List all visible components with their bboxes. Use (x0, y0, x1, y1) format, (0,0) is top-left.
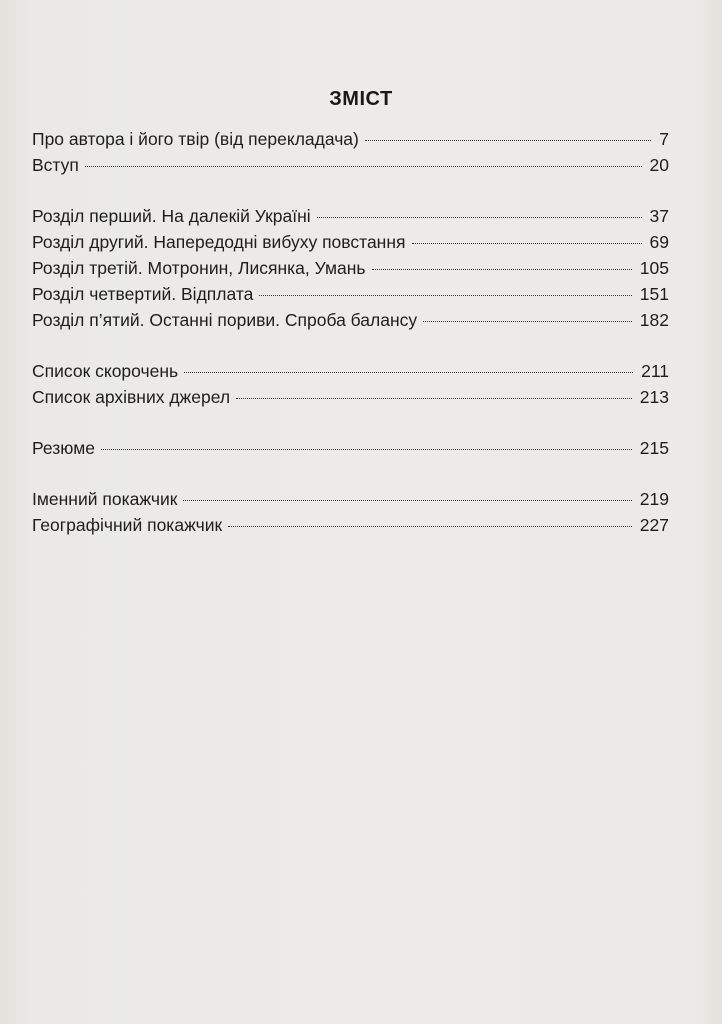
dot-leader (85, 165, 642, 167)
dot-leader (236, 397, 632, 399)
table-of-contents (32, 126, 669, 538)
toc-page-number: 37 (649, 206, 669, 226)
toc-page-number: 7 (659, 129, 669, 149)
toc-entry[interactable] (32, 203, 669, 229)
toc-entry-title: Розділ п’ятий. Останні пориви. Спроба балансу (32, 310, 418, 330)
toc-entry[interactable] (32, 512, 669, 538)
toc-page-number: 20 (649, 155, 669, 175)
toc-entry[interactable] (32, 281, 669, 307)
toc-group-chapters (32, 203, 669, 333)
toc-entry[interactable] (32, 384, 669, 410)
toc-entry-title: Розділ четвертий. Відплата (32, 284, 254, 304)
toc-page-number: 182 (639, 310, 669, 330)
toc-group-summary (32, 435, 669, 461)
toc-entry[interactable] (32, 358, 669, 384)
dot-leader (259, 294, 631, 296)
toc-page-number: 151 (639, 284, 669, 304)
dot-leader (423, 320, 632, 322)
toc-entry-title: Розділ перший. На далекій Україні (32, 206, 311, 226)
toc-entry[interactable] (32, 229, 669, 255)
toc-entry[interactable] (32, 255, 669, 281)
dot-leader (412, 242, 642, 244)
toc-page-number: 105 (639, 258, 669, 278)
dot-leader (372, 268, 632, 270)
toc-entry-title: Про автора і його твір (від перекладача) (32, 129, 359, 149)
dot-leader (365, 139, 651, 141)
toc-entry[interactable] (32, 307, 669, 333)
toc-entry-title: Список архівних джерел (32, 387, 231, 407)
toc-group-indexes (32, 486, 669, 538)
toc-entry-title: Вступ (32, 155, 79, 175)
dot-leader (228, 525, 632, 527)
toc-page-number: 69 (649, 232, 669, 252)
toc-page-number: 227 (639, 515, 669, 535)
toc-entry-title: Резюме (32, 438, 95, 458)
toc-page-number: 219 (639, 489, 669, 509)
page-title: ЗМІСТ (329, 88, 393, 110)
toc-group-front-matter (32, 126, 669, 178)
toc-entry[interactable] (32, 435, 669, 461)
toc-entry[interactable] (32, 126, 669, 152)
toc-entry-title: Список скорочень (32, 361, 179, 381)
toc-group-lists (32, 358, 669, 410)
dot-leader (101, 448, 632, 450)
toc-page-number: 213 (639, 387, 669, 407)
dot-leader (317, 216, 642, 218)
toc-page-number: 215 (639, 438, 669, 458)
toc-entry-title: Іменний покажчик (32, 489, 178, 509)
toc-entry-title: Розділ другий. Напередодні вибуху повстання (32, 232, 406, 252)
toc-entry-title: Розділ третій. Мотронин, Лисянка, Умань (32, 258, 366, 278)
toc-entry[interactable] (32, 152, 669, 178)
dot-leader (183, 499, 631, 501)
toc-entry-title: Географічний покажчик (32, 515, 223, 535)
dot-leader (184, 371, 633, 373)
toc-entry[interactable] (32, 486, 669, 512)
toc-page-number: 211 (641, 361, 669, 381)
